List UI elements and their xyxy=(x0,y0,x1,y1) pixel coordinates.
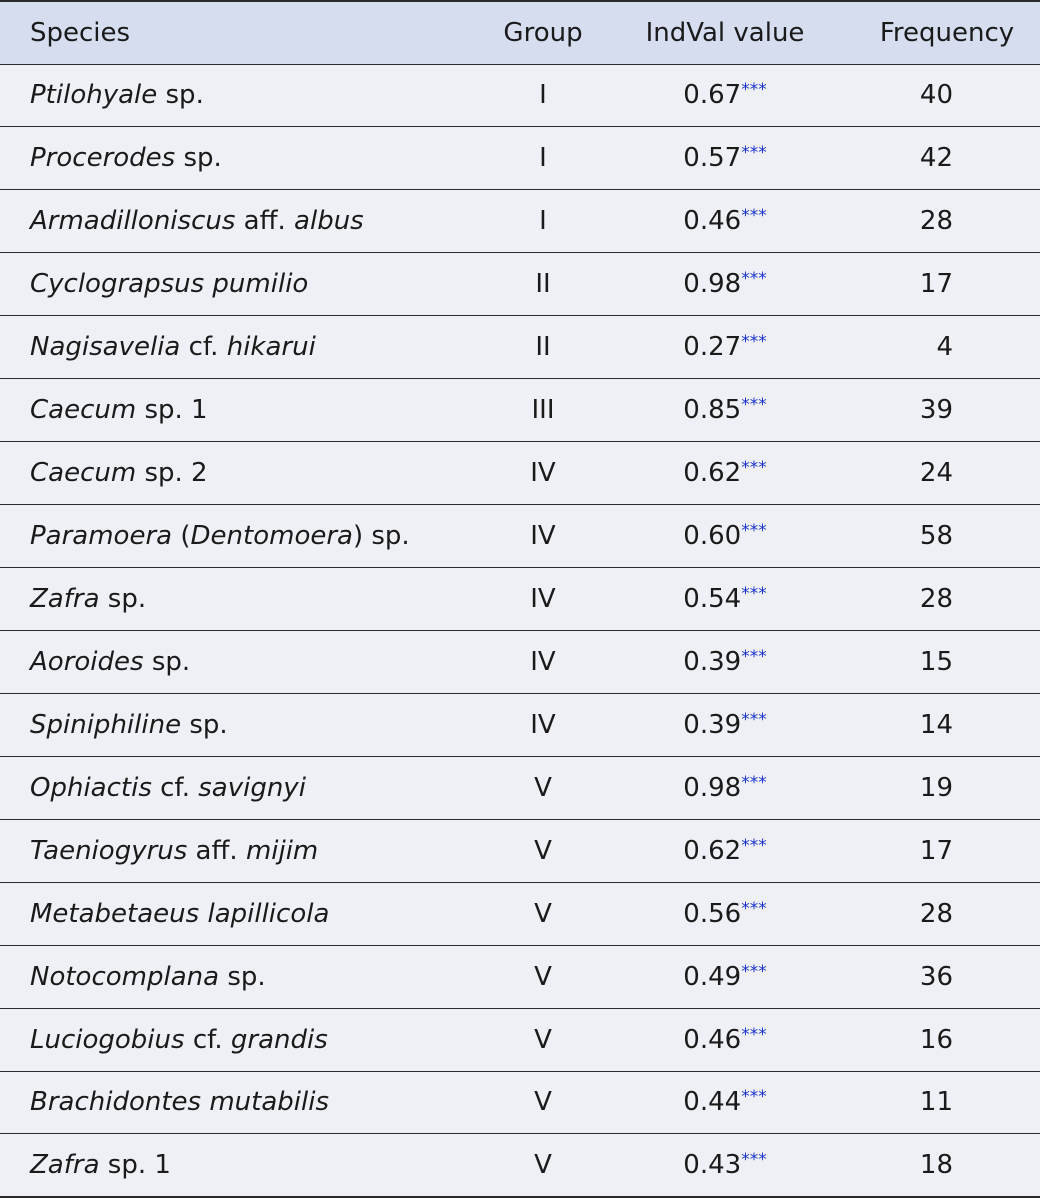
species-cell xyxy=(0,1008,470,1071)
significance-marker: *** xyxy=(741,458,767,479)
species-name-part: savignyi xyxy=(198,772,306,803)
species-name-part: cf. xyxy=(180,332,227,363)
indval-value: 0.85 xyxy=(683,395,742,426)
group-cell: IV xyxy=(470,693,616,756)
table-row xyxy=(0,127,1040,190)
frequency-cell: 28 xyxy=(834,568,1040,631)
species-name-part: albus xyxy=(294,206,364,237)
species-name-part: Taeniogyrus xyxy=(30,835,188,866)
significance-marker: *** xyxy=(741,646,767,667)
species-name-part: aff. xyxy=(187,835,246,866)
table-row xyxy=(0,756,1040,819)
frequency-cell: 24 xyxy=(834,442,1040,505)
significance-marker: *** xyxy=(741,709,767,730)
indval-cell xyxy=(616,379,834,442)
indval-cell xyxy=(616,127,834,190)
table-row xyxy=(0,379,1040,442)
species-name-part: Cyclograpsus pumilio xyxy=(30,269,309,300)
group-cell: V xyxy=(470,882,616,945)
indval-value: 0.62 xyxy=(683,835,742,866)
frequency-cell: 19 xyxy=(834,756,1040,819)
indval-value: 0.46 xyxy=(683,1024,742,1055)
species-name-part: Ophiactis xyxy=(30,772,152,803)
group-cell: I xyxy=(470,127,616,190)
species-cell xyxy=(0,379,470,442)
table-body xyxy=(0,64,1040,1197)
indval-value: 0.46 xyxy=(683,206,742,237)
indval-cell xyxy=(616,945,834,1008)
header-species: Species xyxy=(0,1,470,64)
species-name-part: Caecum xyxy=(30,395,137,426)
species-name-part: Ptilohyale xyxy=(30,80,158,111)
significance-marker: *** xyxy=(741,143,767,164)
frequency-cell: 36 xyxy=(834,945,1040,1008)
significance-marker: *** xyxy=(741,961,767,982)
species-name-part: Nagisavelia xyxy=(30,332,181,363)
table-row xyxy=(0,1134,1040,1197)
species-name-part: ) sp. xyxy=(352,521,410,552)
group-cell: V xyxy=(470,1071,616,1134)
indval-value: 0.62 xyxy=(683,458,742,489)
significance-marker: *** xyxy=(741,395,767,416)
indval-cell xyxy=(616,630,834,693)
species-name-part: sp. xyxy=(219,961,266,992)
frequency-cell: 11 xyxy=(834,1071,1040,1134)
indval-cell xyxy=(616,568,834,631)
group-cell: I xyxy=(470,190,616,253)
species-name-part: Luciogobius xyxy=(30,1024,185,1055)
significance-marker: *** xyxy=(741,206,767,227)
indval-cell xyxy=(616,505,834,568)
species-name-part: Dentomoera xyxy=(190,521,353,552)
indval-cell xyxy=(616,819,834,882)
group-cell: II xyxy=(470,316,616,379)
significance-marker: *** xyxy=(741,1024,767,1045)
group-cell: II xyxy=(470,253,616,316)
indval-cell xyxy=(616,756,834,819)
species-name-part: Caecum xyxy=(30,458,137,489)
species-name-part: sp. 1 xyxy=(99,1150,171,1181)
indval-cell xyxy=(616,253,834,316)
frequency-cell: 39 xyxy=(834,379,1040,442)
species-cell xyxy=(0,442,470,505)
species-name-part: ( xyxy=(172,521,191,552)
species-name-part: Zafra xyxy=(30,583,100,614)
indval-value: 0.44 xyxy=(683,1087,742,1118)
species-name-part: Procerodes xyxy=(30,143,176,174)
significance-marker: *** xyxy=(741,898,767,919)
species-name-part: sp. xyxy=(157,80,204,111)
species-cell xyxy=(0,819,470,882)
table-row xyxy=(0,945,1040,1008)
species-name-part: sp. xyxy=(175,143,222,174)
table-row xyxy=(0,253,1040,316)
species-name-part: grandis xyxy=(230,1024,328,1055)
indval-value: 0.27 xyxy=(683,332,742,363)
species-cell xyxy=(0,568,470,631)
species-name-part: aff. xyxy=(235,206,295,237)
species-name-part: Armadilloniscus xyxy=(30,206,236,237)
indval-cell xyxy=(616,316,834,379)
table-row xyxy=(0,505,1040,568)
species-cell xyxy=(0,693,470,756)
species-cell xyxy=(0,1071,470,1134)
header-group: Group xyxy=(470,1,616,64)
indval-cell xyxy=(616,693,834,756)
species-name-part: mijim xyxy=(245,835,319,866)
indval-value: 0.56 xyxy=(683,898,742,929)
species-name-part: Spiniphiline xyxy=(30,709,182,740)
group-cell: IV xyxy=(470,505,616,568)
group-cell: V xyxy=(470,945,616,1008)
species-name-part: sp. xyxy=(181,709,228,740)
species-name-part: Brachidontes mutabilis xyxy=(30,1087,329,1118)
indval-cell xyxy=(616,1008,834,1071)
species-cell xyxy=(0,945,470,1008)
table-row xyxy=(0,64,1040,127)
frequency-cell: 16 xyxy=(834,1008,1040,1071)
species-cell xyxy=(0,630,470,693)
table-row xyxy=(0,568,1040,631)
group-cell: IV xyxy=(470,568,616,631)
species-name-part: Aoroides xyxy=(30,646,144,677)
table-header xyxy=(0,1,1040,64)
frequency-cell: 28 xyxy=(834,190,1040,253)
frequency-cell: 28 xyxy=(834,882,1040,945)
species-cell xyxy=(0,756,470,819)
species-name-part: hikarui xyxy=(226,332,316,363)
species-cell xyxy=(0,505,470,568)
significance-marker: *** xyxy=(741,80,767,101)
indval-cell xyxy=(616,1134,834,1197)
group-cell: V xyxy=(470,1134,616,1197)
indval-cell xyxy=(616,442,834,505)
species-name-part: cf. xyxy=(151,772,199,803)
significance-marker: *** xyxy=(741,835,767,856)
indval-value: 0.39 xyxy=(683,709,742,740)
species-name-part: Metabetaeus lapillicola xyxy=(30,898,330,929)
species-cell xyxy=(0,127,470,190)
species-name-part: Paramoera xyxy=(30,521,173,552)
indval-value: 0.98 xyxy=(683,772,742,803)
indval-cell xyxy=(616,882,834,945)
indval-value: 0.67 xyxy=(683,80,742,111)
table-row xyxy=(0,819,1040,882)
table-row xyxy=(0,630,1040,693)
indval-value: 0.54 xyxy=(683,583,742,614)
frequency-cell: 40 xyxy=(834,64,1040,127)
indval-value: 0.57 xyxy=(683,143,742,174)
table-row xyxy=(0,1071,1040,1134)
indval-value: 0.49 xyxy=(683,961,742,992)
frequency-cell: 17 xyxy=(834,819,1040,882)
frequency-cell: 42 xyxy=(834,127,1040,190)
significance-marker: *** xyxy=(741,1087,767,1108)
header-row xyxy=(0,1,1040,64)
table-row xyxy=(0,693,1040,756)
species-cell xyxy=(0,882,470,945)
indval-value: 0.98 xyxy=(683,269,742,300)
group-cell: V xyxy=(470,819,616,882)
significance-marker: *** xyxy=(741,521,767,542)
species-cell xyxy=(0,190,470,253)
table-row xyxy=(0,190,1040,253)
frequency-cell: 4 xyxy=(834,316,1040,379)
header-frequency: Frequency xyxy=(834,1,1040,64)
group-cell: V xyxy=(470,1008,616,1071)
species-name-part: sp. 2 xyxy=(136,458,208,489)
group-cell: IV xyxy=(470,442,616,505)
species-name-part: cf. xyxy=(184,1024,231,1055)
species-name-part: Zafra xyxy=(30,1150,100,1181)
frequency-cell: 14 xyxy=(834,693,1040,756)
significance-marker: *** xyxy=(741,772,767,793)
group-cell: I xyxy=(470,64,616,127)
significance-marker: *** xyxy=(741,332,767,353)
significance-marker: *** xyxy=(741,1150,767,1171)
group-cell: IV xyxy=(470,630,616,693)
species-cell xyxy=(0,253,470,316)
species-name-part: sp. xyxy=(99,583,147,614)
species-name-part: sp. xyxy=(143,646,191,677)
indval-cell xyxy=(616,64,834,127)
species-name-part: sp. 1 xyxy=(136,395,208,426)
group-cell: V xyxy=(470,756,616,819)
frequency-cell: 15 xyxy=(834,630,1040,693)
frequency-cell: 18 xyxy=(834,1134,1040,1197)
indval-value: 0.60 xyxy=(683,521,742,552)
significance-marker: *** xyxy=(741,269,767,290)
table-row xyxy=(0,882,1040,945)
significance-marker: *** xyxy=(741,583,767,604)
species-cell xyxy=(0,1134,470,1197)
header-indval: IndVal value xyxy=(616,1,834,64)
indval-cell xyxy=(616,1071,834,1134)
table-row xyxy=(0,1008,1040,1071)
frequency-cell: 17 xyxy=(834,253,1040,316)
frequency-cell: 58 xyxy=(834,505,1040,568)
table-row xyxy=(0,442,1040,505)
table-row xyxy=(0,316,1040,379)
group-cell: III xyxy=(470,379,616,442)
species-name-part: Notocomplana xyxy=(30,961,220,992)
species-cell xyxy=(0,316,470,379)
indval-value: 0.43 xyxy=(683,1150,742,1181)
indval-value: 0.39 xyxy=(683,646,742,677)
species-cell xyxy=(0,64,470,127)
indval-cell xyxy=(616,190,834,253)
